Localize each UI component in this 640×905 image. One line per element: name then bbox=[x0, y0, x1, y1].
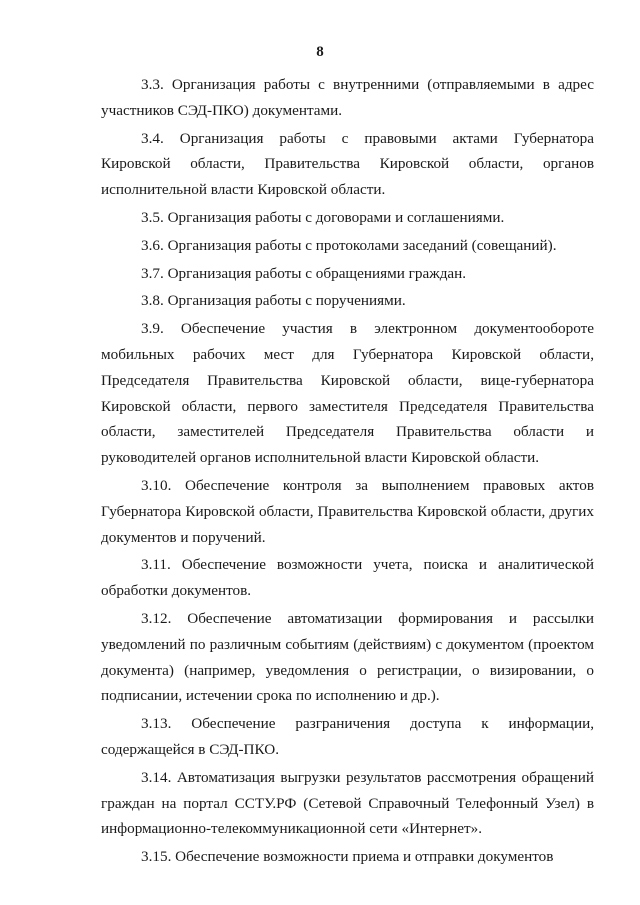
paragraph-3-5: 3.5. Организация работы с договорами и соглашениями. bbox=[141, 208, 505, 226]
paragraph-3-14: 3.14. Автоматизация выгрузки результатов рассмотрения обращений граждан на портал ССТУ.РФ (Сетевой Справочный Телефонный Узел) в информационно-телекоммуникационной сети «Интернет». bbox=[101, 768, 594, 838]
paragraph-3-13: 3.13. Обеспечение разграничения доступа к информации, содержащейся в СЭД-ПКО. bbox=[101, 715, 594, 758]
paragraph-3-6: 3.6. Организация работы с протоколами заседаний (совещаний). bbox=[141, 236, 557, 254]
paragraph-3-8: 3.8. Организация работы с поручениями. bbox=[141, 292, 406, 310]
paragraph-3-9: 3.9. Обеспечение участия в электронном документообороте мобильных рабочих мест для Губернатора Кировской области, Председателя Правительства Кировской области, вице-губернатора Кировской области, первого заместителя Председателя Правительства области, заместителей Председателя Правительства области и руководителей органов исполнительной власти Кировской области. bbox=[101, 320, 594, 467]
paragraph-3-12: 3.12. Обеспечение автоматизации формирования и рассылки уведомлений по различным событиям (действиям) с документом (проектом документа) (например, уведомления о регистрации, о визировании, о подписании, истечении срока по исполнению и др.). bbox=[101, 609, 594, 705]
document-body bbox=[101, 72, 594, 872]
page-number: 8 bbox=[316, 44, 324, 60]
paragraph-3-10: 3.10. Обеспечение контроля за выполнением правовых актов Губернатора Кировской области, Правительства Кировской области, других документов и поручений. bbox=[101, 476, 594, 546]
paragraph-3-3: 3.3. Организация работы с внутренними (отправляемыми в адрес участников СЭД-ПКО) документами. bbox=[101, 76, 594, 119]
paragraph-3-11: 3.11. Обеспечение возможности учета, поиска и аналитической обработки документов. bbox=[101, 556, 594, 600]
paragraph-3-15: 3.15. Обеспечение возможности приема и отправки документов bbox=[141, 848, 554, 866]
paragraph-3-4: 3.4. Организация работы с правовыми актами Губернатора Кировской области, Правительства Кировской области, органов исполнительной власти Кировской области. bbox=[101, 129, 594, 199]
paragraph-3-7: 3.7. Организация работы с обращениями граждан. bbox=[141, 264, 467, 282]
